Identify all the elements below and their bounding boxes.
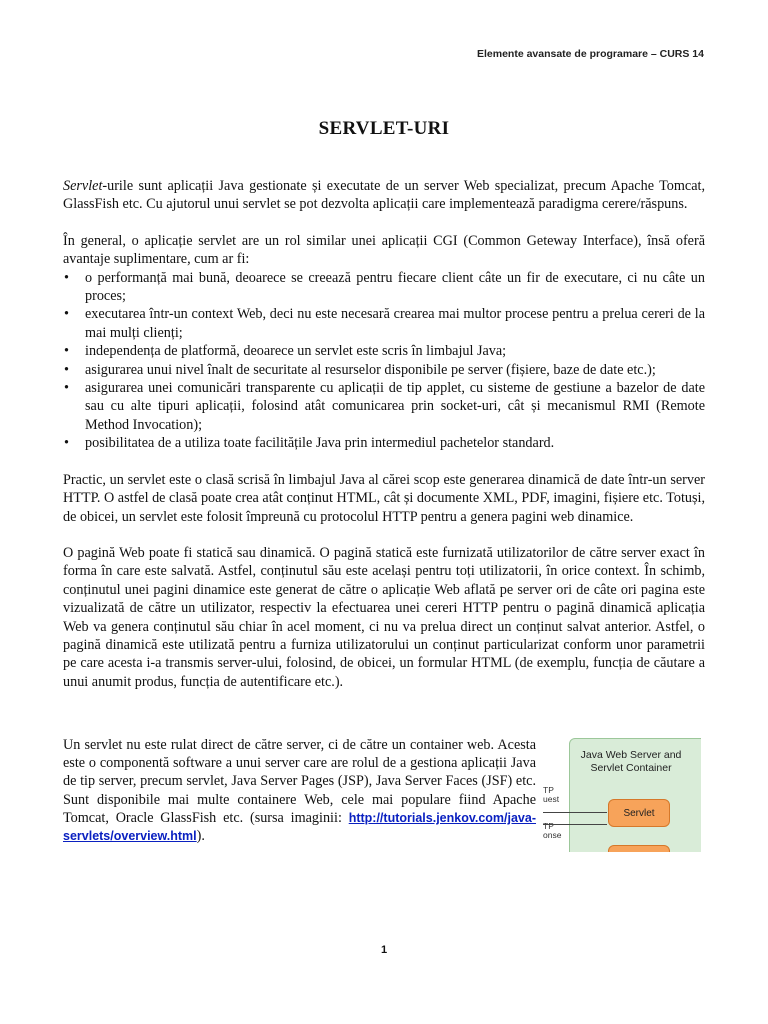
servlet-box: Servlet: [608, 799, 670, 827]
response-arrow: [543, 824, 607, 825]
page-number: 1: [380, 944, 388, 956]
intro-paragraph: [63, 177, 705, 214]
container-after: ).: [196, 828, 205, 845]
container-text: Un servlet nu este rulat direct de către server, ci de către un container web. Acesta este o componentă software a unui server care are rolul de a gestiona aplicații Java de tip server, precum servlet, Java Server Pages (JSP), Java Server Faces (JSF) etc. Sunt disponibile mai multe containere Web, cele mai populare fiind Apache Tomcat, Oracle GlassFish etc. (sursa imaginii:: [63, 737, 536, 826]
list-item: • posibilitatea de a utiliza toate facilitățile Java prin intermediul pachetelor standard.: [64, 435, 555, 452]
list-item: • asigurarea unei comunicări transparente cu aplicații de tip applet, cu sisteme de gestiune a bazelor de date sau cu alte tipuri aplicații, folosind atât comunicarea prin socket-uri, cât și mecanismul RMI (Remote Method Invocation);: [64, 380, 705, 433]
response-label: TP onse: [543, 821, 562, 840]
request-arrow: [543, 812, 607, 813]
source-link[interactable]: http://tutorials.jenkov.com/java-servlets/overview.html: [63, 810, 537, 844]
bullet-icon: •: [64, 343, 69, 360]
pagina-paragraph: O pagină Web poate fi statică sau dinamică. O pagină statică este furnizată utilizatorilor de către server exact în forma în care este salvată. Astfel, conținutul său este același pentru toți utilizatorii, în orice context. În schimb, conținutul unei pagini dinamice este generat de către o aplicație Web aflată pe server ori de câte ori pagina este vizualizată de către un utilizator, respectiv la efectuarea unei cereri HTTP pentru o pagină dinamică aplicația Web va genera conținutul său chiar în acel moment, ci nu va prelua direct un conținut salvat anterior. Astfel, o pagină dinamică este utilizată pentru a furniza utilizatorului un conținut particularizat conform unor parametrii pe care acesta i-a transmis server-ului, folosind, de obicei, un formular HTML (de exemplu, funcția de căutare a unui anumit produs, funcția de autentificare etc.).: [63, 544, 705, 690]
list-item: • o performanță mai bună, deoarece se creează pentru fiecare client câte un fir de executare, ci nu câte un proces;: [64, 269, 705, 305]
request-label: TP uest: [543, 785, 560, 804]
advantages-lead: În general, o aplicație servlet are un rol similar unei aplicații CGI (Common Geteway Interface), însă oferă avantaje suplimentare, cum ar fi:: [63, 232, 705, 268]
page-title: SERVLET-URI: [318, 118, 450, 139]
intro-rest: -urile sunt aplicații Java gestionate și executate de un server Web specializat, precum Apache Tomcat, GlassFish etc. Cu ajutorul unui servlet se pot dezvolta aplicații care implementează paradigma cerere/răspuns.: [63, 178, 705, 213]
bullet-icon: •: [64, 361, 69, 378]
practic-paragraph: Practic, un servlet este o clasă scrisă în limbajul Java al cărei scop este generarea dinamică de date într-un server HTTP. O astfel de clasă poate crea atât conținut HTML, cât și documente XML, PDF, imagini, fișiere etc. Totuși, de obicei, un servlet este folosit împreună cu protocolul HTTP pentru a genera pagini web dinamice.: [63, 471, 705, 525]
list-item: • independența de platformă, deoarece un servlet este scris în limbajul Java;: [64, 343, 507, 360]
main-text: [63, 177, 705, 709]
running-header: Elemente avansate de programare – CURS 14: [476, 48, 704, 60]
bullet-icon: •: [64, 380, 69, 397]
bullet-icon: •: [64, 269, 69, 286]
container-paragraph: [63, 736, 536, 845]
list-item: • executarea într-un context Web, deci nu este necesară crearea mai multor procese pentru a prelua cereri de la mai mulți clienți;: [64, 306, 705, 341]
bullet-icon: •: [64, 306, 69, 323]
advantages-list: [63, 269, 705, 453]
intro-italic-word: Servlet: [63, 178, 103, 194]
servlet-container-figure: [543, 738, 701, 852]
figure-title: Java Web Server and Servlet Container: [580, 749, 682, 774]
list-item: • asigurarea unui nivel înalt de securitate al resurselor disponibile pe server (fișiere, baze de date etc.);: [64, 361, 656, 378]
servlet-box-secondary: [608, 845, 670, 852]
container-box: [569, 738, 701, 852]
bullet-icon: •: [64, 435, 69, 452]
